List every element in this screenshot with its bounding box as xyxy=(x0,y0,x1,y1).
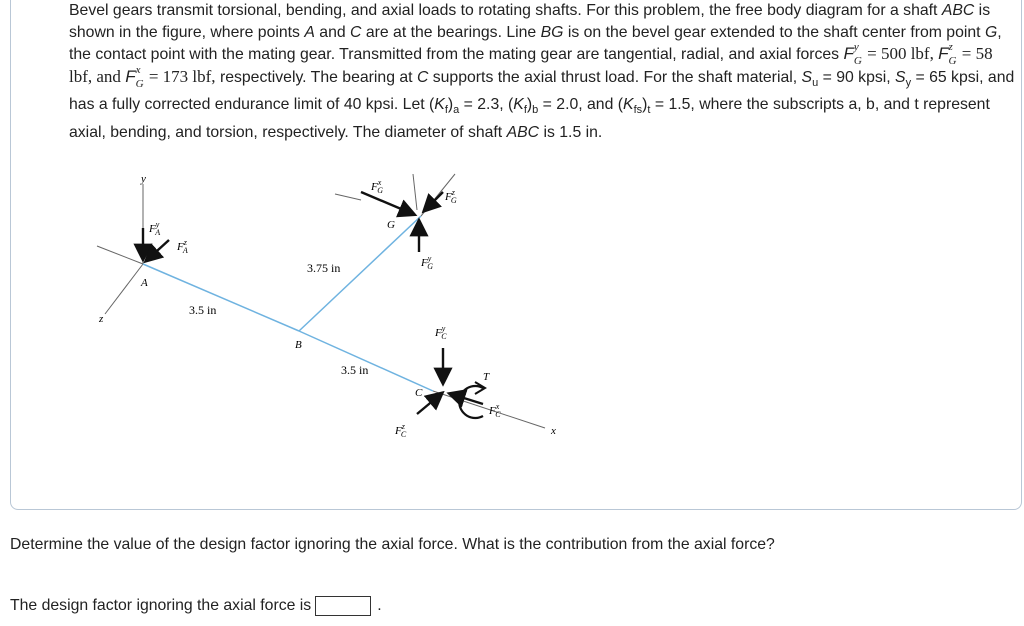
force-fgz-label: $F^z$ G xyxy=(445,188,457,205)
force-fgy-label: $F^y$ G xyxy=(421,254,434,271)
force-fgz-arrow xyxy=(425,192,443,210)
torque-t-label: T xyxy=(483,371,490,383)
point-g-label: G xyxy=(387,219,395,231)
z-axis-label: z xyxy=(99,313,104,325)
design-factor-input[interactable] xyxy=(315,596,371,616)
gear-x-guide xyxy=(335,194,361,200)
point-c-label: C xyxy=(415,387,423,399)
force-fay-label: $F^y$ A xyxy=(149,220,161,237)
point-a-label: A xyxy=(141,277,148,289)
force-faz-label: $F^z$ A xyxy=(177,238,188,255)
force-fcz-label: $F^z$ C xyxy=(395,422,407,439)
y-axis-label: y xyxy=(141,173,146,185)
shaft-ab xyxy=(143,264,299,331)
dim-ab-label: 3.5 in xyxy=(189,303,217,317)
force-fcy-label: $F^y$ C xyxy=(435,324,447,341)
answer-label: The design factor ignoring the axial force is xyxy=(10,597,312,614)
dim-bg-label: 3.75 in xyxy=(307,261,341,275)
answer-period: . xyxy=(377,597,382,614)
shaft-bc xyxy=(299,331,433,391)
free-body-diagram xyxy=(71,166,571,456)
question-text: Determine the value of the design factor ignoring the axial force. What is the contribution from the axial force? xyxy=(10,536,775,553)
gear-y-guide xyxy=(413,174,417,210)
problem-card xyxy=(10,0,1022,510)
torque-t-arrowhead xyxy=(475,382,485,394)
problem-statement: Bevel gears transmit torsional, bending, and axial loads to rotating shafts. For this problem, the free body diagram for a shaft ABC is shown in the figure, where points A and C are at the bearings. Line BG is on the bevel gear extended to the shaft center from point G, the contact point with the mating gear. Transmitted from the mating gear are tangential, radial, and axial forces F y G = 500 lbf, F z G = 58 lbf, and F x G = 173 lbf, respectively. The bearing at C supports the axial thrust load. For the shaft material, $S_u = 90$ kpsi, $S_y = 65$ kpsi, and has a fully corrected endurance limit of 40 kpsi. Let $(K_f)_a = 2.3$, $(K_f)_b = 2.0$, and $(K_{fs})_t = 1.5$, where the subscripts a, b, and t represent axial, bending, and torsion, respectively. The diameter of shaft ABC is 1.5 in. xyxy=(69,2,1015,141)
force-fcx-label: $F^x$ C xyxy=(489,402,501,419)
force-fgx-arrow xyxy=(361,192,413,214)
x-axis-left-line xyxy=(97,246,143,264)
dim-bc-label: 3.5 in xyxy=(341,363,369,377)
z-axis-line xyxy=(105,264,143,314)
x-axis-label: x xyxy=(551,425,556,437)
force-faz-arrow xyxy=(147,240,169,260)
force-fgy: F y G = 500 lbf, F z G = 58 lbf, and F x G = 173 lbf, xyxy=(69,41,993,90)
force-fgx-label: $F^x$ G xyxy=(371,178,384,195)
point-b-label: B xyxy=(295,339,302,351)
answer-row xyxy=(10,596,382,616)
